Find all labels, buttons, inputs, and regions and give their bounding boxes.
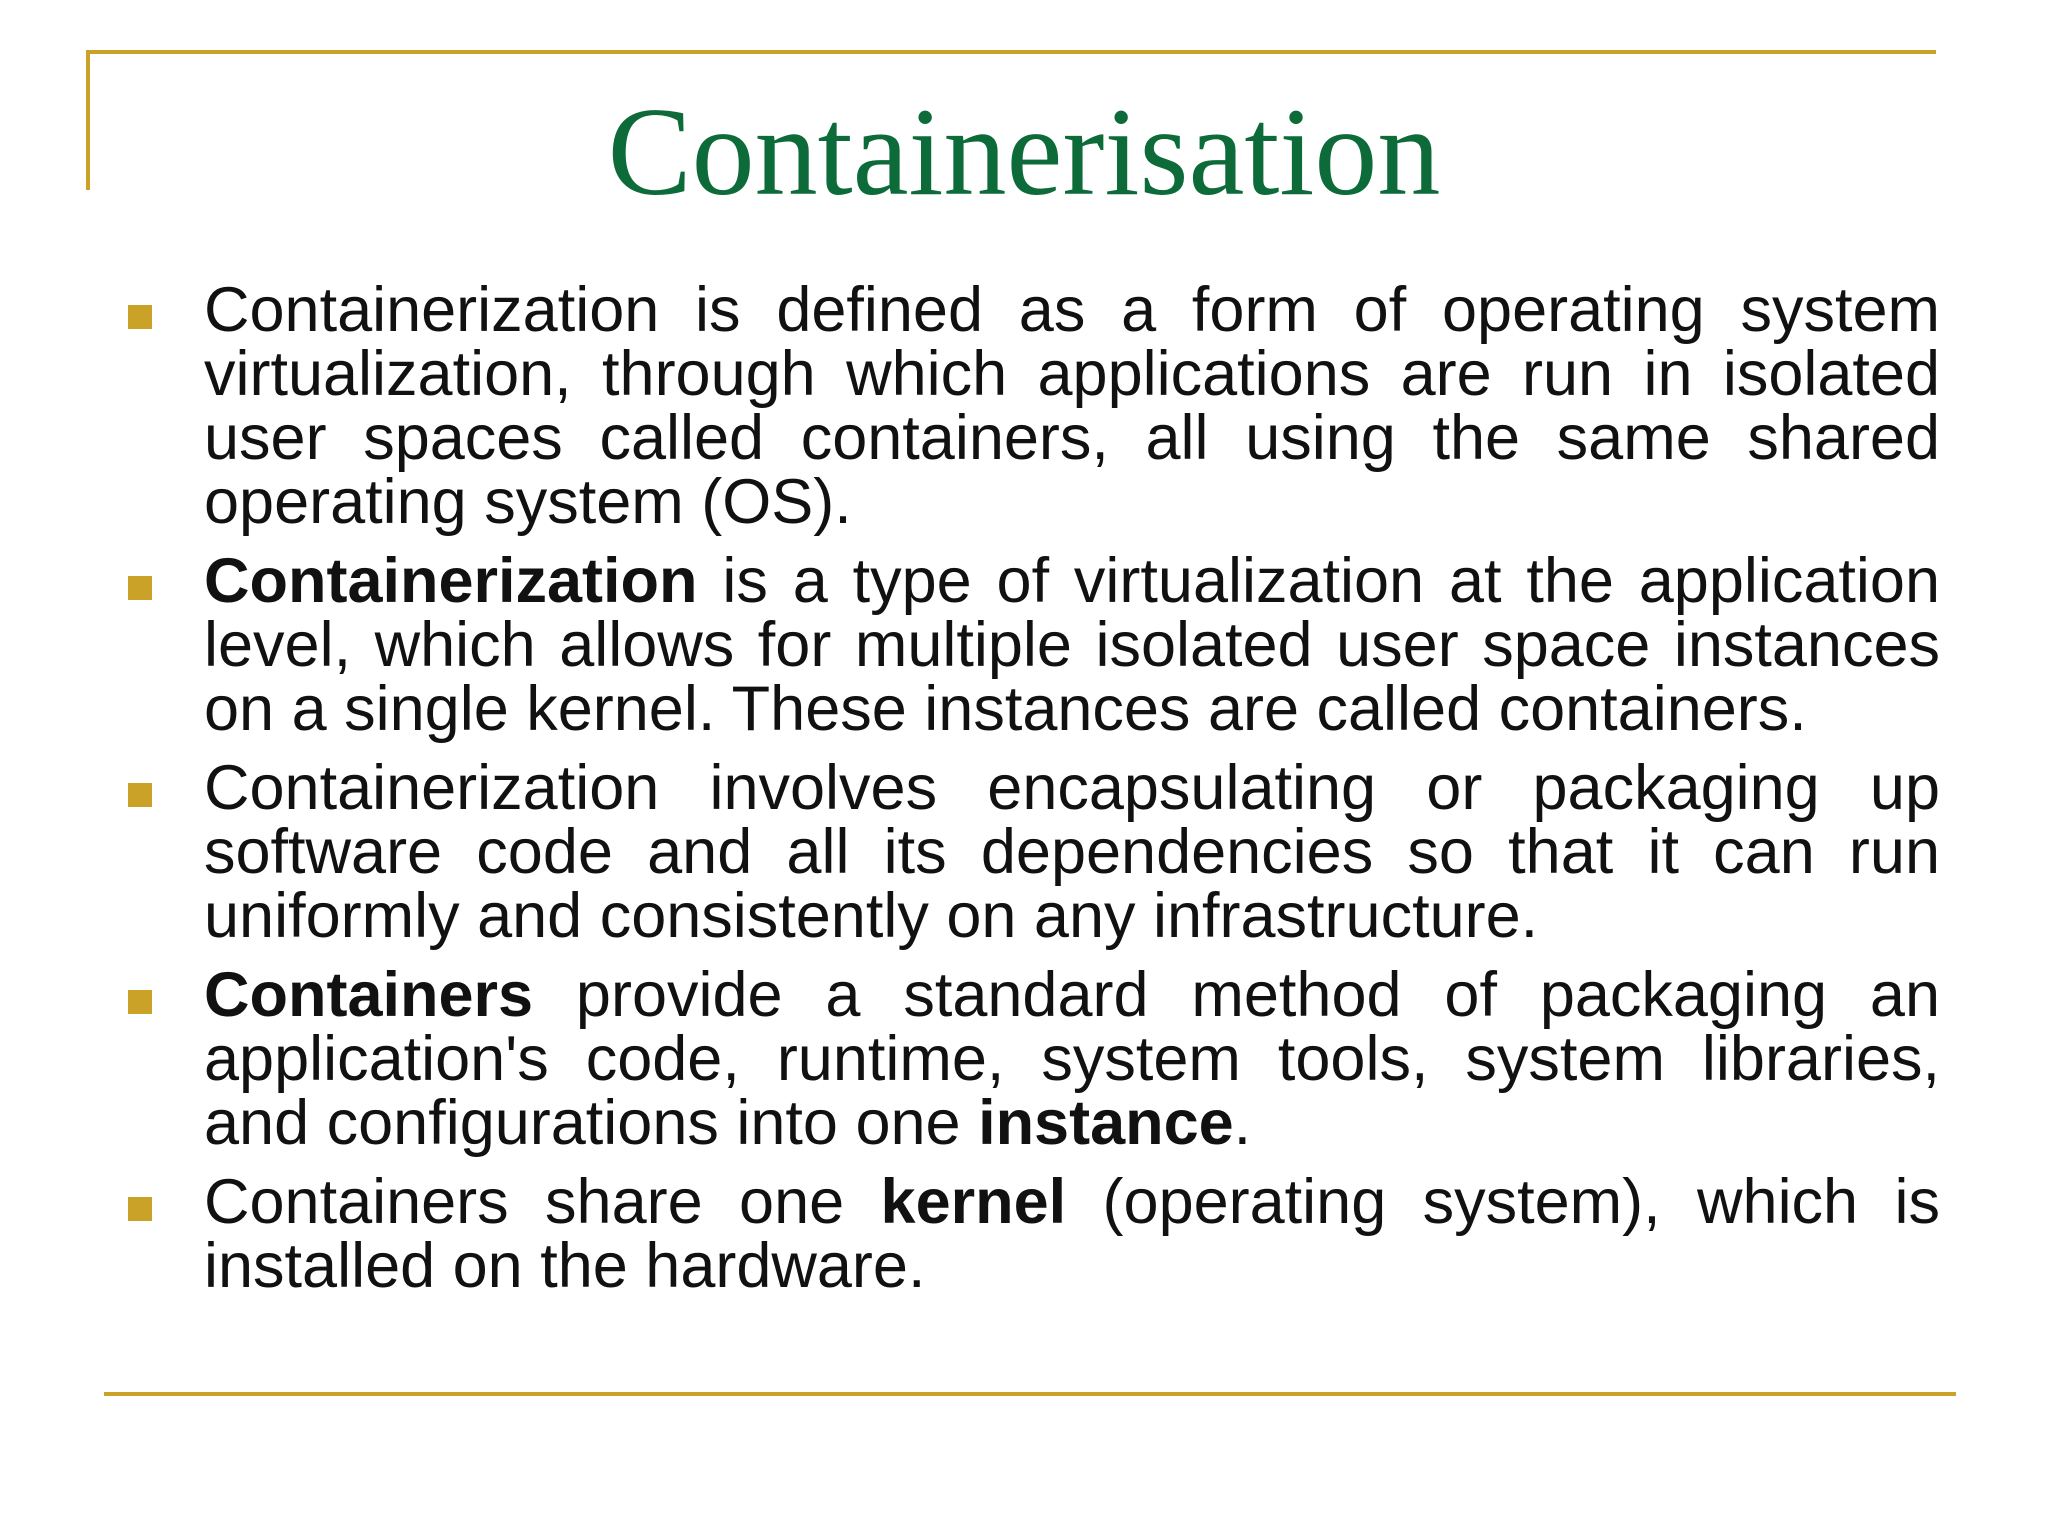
square-bullet-icon — [128, 305, 152, 329]
square-bullet-icon — [128, 1197, 152, 1221]
bullet-text: Containerization involves encapsulating or packaging up software code and all its dependencies so that it can run uniformly and consistently on any infrastructure. — [204, 753, 1940, 951]
bullet-item-4 — [120, 960, 1940, 1158]
bullet-text: (operating system), which is installed on the hardware. — [204, 1167, 1940, 1301]
bold-term: kernel — [880, 1167, 1067, 1237]
square-bullet-icon — [128, 783, 152, 807]
bullet-item-5 — [120, 1167, 1940, 1301]
bullet-text: Containerization is defined as a form of operating system virtualization, through which applications are run in isolated user spaces called containers, all using the same shared operating system (OS). — [204, 275, 1940, 537]
slide-title: Containerisation — [607, 83, 1441, 222]
bullet-text: provide a standard method of packaging an application's code, runtime, system tools, system libraries, and configurations into one — [204, 960, 1940, 1158]
bullet-text: Containers share one — [204, 1167, 881, 1237]
bold-term: instance — [978, 1088, 1234, 1158]
bold-term: Containerization — [204, 546, 698, 616]
bullet-text: is a type of virtualization at the application level, which allows for multiple isolated user space instances on a single kernel. These instances are called containers. — [204, 546, 1940, 744]
square-bullet-icon — [128, 990, 152, 1014]
bullet-list — [120, 275, 1940, 1313]
bottom-border-line — [104, 1392, 1956, 1396]
top-border-line — [86, 50, 1936, 54]
bullet-item-2 — [120, 546, 1940, 744]
bullet-item-1 — [120, 275, 1940, 537]
bold-term: Containers — [204, 960, 534, 1030]
square-bullet-icon — [128, 576, 152, 600]
bullet-item-3 — [120, 753, 1940, 951]
bullet-text: . — [1233, 1088, 1252, 1158]
